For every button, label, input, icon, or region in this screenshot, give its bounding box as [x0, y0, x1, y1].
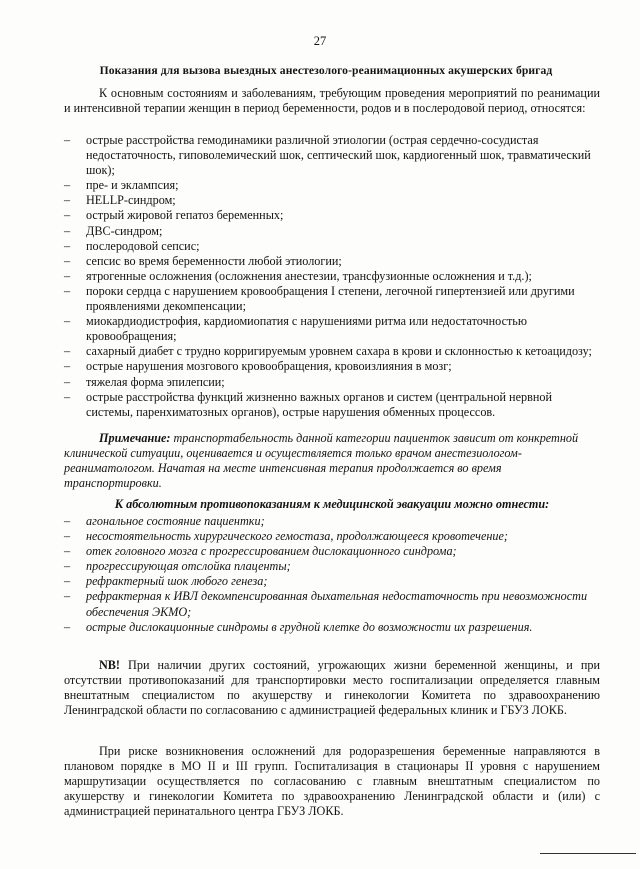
- list-item: – тяжелая форма эпилепсии;: [64, 375, 600, 390]
- list-item: – рефрактерный шок любого генеза;: [64, 574, 600, 589]
- list-item: – миокардиодистрофия, кардиомиопатия с нарушениями ритма или недостаточностью кровообращения;: [64, 314, 600, 344]
- list-item: – ятрогенные осложнения (осложнения анестезии, трансфузионные осложнения и т.д.);: [64, 269, 600, 284]
- list-item: – пре- и эклампсия;: [64, 178, 600, 193]
- page-number: 27: [313, 34, 327, 48]
- section-title: Показания для вызова выездных анестезолого-реанимационных акушерских бригад: [99, 64, 553, 77]
- footer-rule: [540, 853, 636, 854]
- list-item: – острые расстройства функций жизненно важных органов и систем (центральной нервной системы, паренхиматозных органов), острые нарушения обменных процессов.: [64, 390, 600, 420]
- list-item: – прогрессирующая отслойка плаценты;: [64, 559, 600, 574]
- nb-label: NB!: [99, 658, 120, 672]
- list-item: – агональное состояние пациентки;: [64, 514, 600, 529]
- note-label: Примечание:: [99, 431, 171, 445]
- list-item: – ДВС-синдром;: [64, 224, 600, 239]
- nb-paragraph: [64, 658, 600, 718]
- contraindications-list: [64, 514, 600, 635]
- list-item: – несостоятельность хирургического гемостаза, продолжающееся кровотечение;: [64, 529, 600, 544]
- list-item: – острые нарушения мозгового кровообращения, кровоизлияния в мозг;: [64, 359, 600, 374]
- list-item: – сепсис во время беременности любой этиологии;: [64, 254, 600, 269]
- list-item: – острый жировой гепатоз беременных;: [64, 208, 600, 223]
- list-item: – HELLP-синдром;: [64, 193, 600, 208]
- list-item: – отек головного мозга с прогрессированием дислокационного синдрома;: [64, 544, 600, 559]
- intro-paragraph: К основным состояниям и заболеваниям, требующим проведения мероприятий по реанимации и интенсивной терапии женщин в период беременности, родов и в послеродовой период, относятся:: [64, 86, 600, 116]
- nb-text: При наличии других состояний, угрожающих жизни беременной женщины, и при отсутствии противопоказаний для транспортировки место госпитализации определяется главным внештатным специалистом по акушерству и гинекологии Комитета по здравоохранению Ленинградской области по согласованию с администрацией федеральных клиник и ГБУЗ ЛОКБ.: [64, 658, 600, 718]
- list-item: – послеродовой сепсис;: [64, 239, 600, 254]
- list-item: – острые расстройства гемодинамики различной этиологии (острая сердечно-сосудистая недостаточность, гиповолемический шок, септический шок, кардиогенный шок, травматический шок);: [64, 133, 600, 178]
- list-item: – острые дислокационные синдромы в грудной клетке до возможности их разрешения.: [64, 620, 600, 635]
- contraindications-title: К абсолютным противопоказаниям к медицинской эвакуации можно отнести:: [114, 497, 550, 511]
- note-text: транспортабельность данной категории пациенток зависит от конкретной клинической ситуации, оценивается и осуществляется только врачом анестезиологом-реаниматологом. Начатая на месте интенсивная терапия продолжается во время транспортировки.: [64, 431, 579, 491]
- note-paragraph: [64, 431, 600, 491]
- list-item: – рефрактерная к ИВЛ декомпенсированная дыхательная недостаточность при невозможности обеспечения ЭКМО;: [64, 589, 600, 619]
- list-item: – сахарный диабет с трудно корригируемым уровнем сахара в крови и склонностью к кетоацидозу;: [64, 344, 600, 359]
- indications-list: [64, 133, 600, 420]
- list-item: – пороки сердца с нарушением кровообращения I степени, легочной гипертензией или другими проявлениями декомпенсации;: [64, 284, 600, 314]
- risk-paragraph: При риске возникновения осложнений для родоразрешения беременные направляются в плановом порядке в МО II и III групп. Госпитализация в стационары II уровня с нарушением маршрутизации осуществляется по согласованию с главным внештатным специалистом по акушерству и гинекологии Комитета по здравоохранению Ленинградской области и (или) с администрацией перинатального центра ГБУЗ ЛОКБ.: [64, 744, 600, 819]
